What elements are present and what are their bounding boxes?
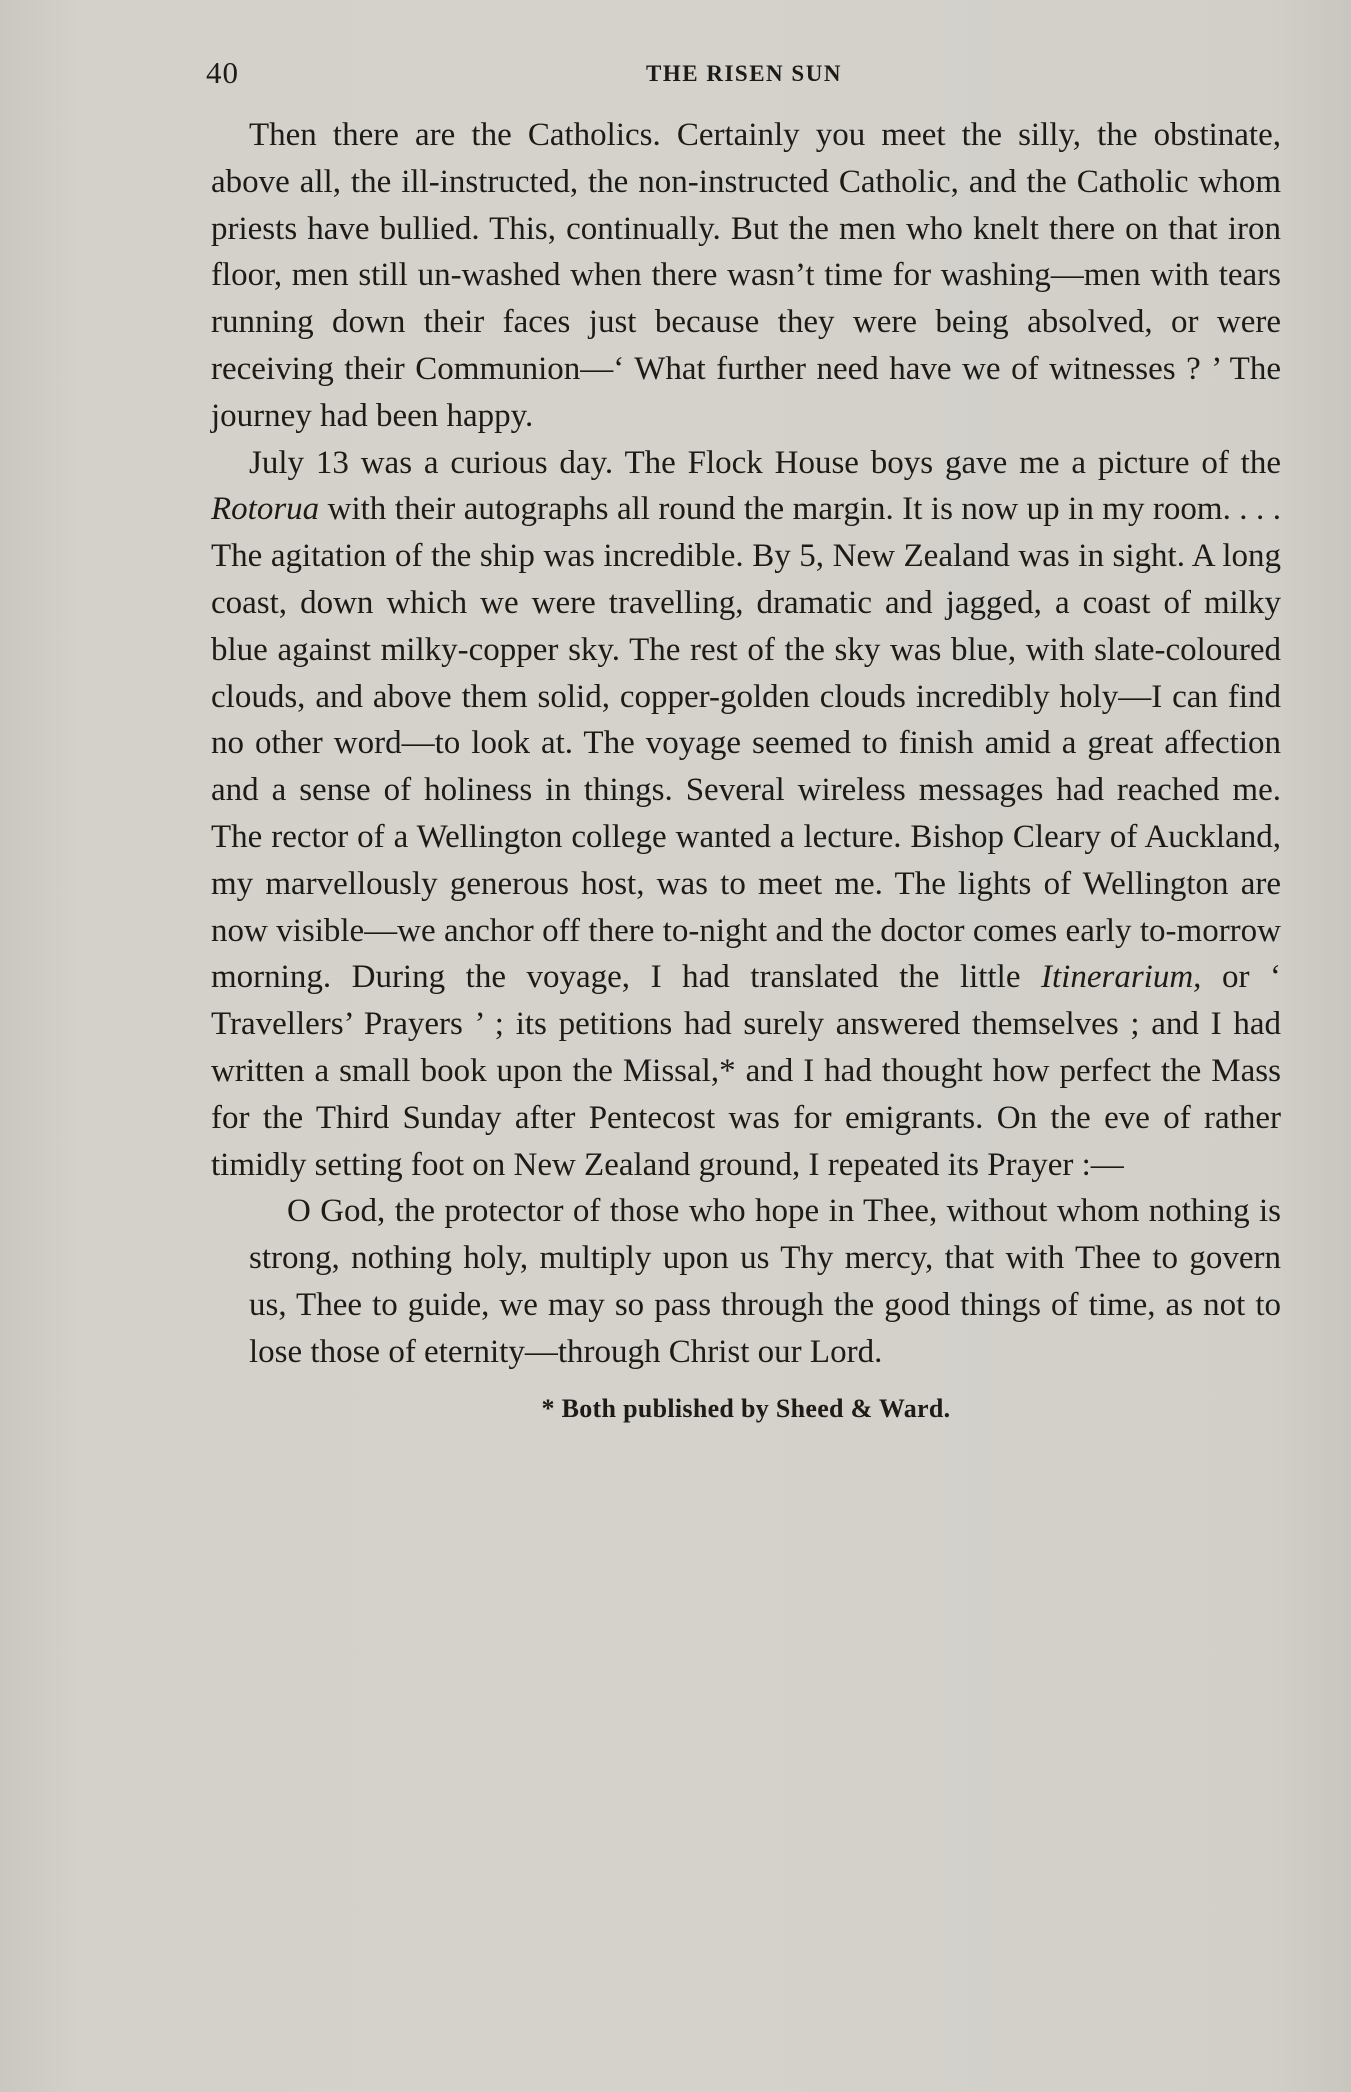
- page-header: [206, 55, 1282, 95]
- prayer-quote: O God, the protector of those who hope in Thee, without whom nothing is strong, nothing holy, multiply upon us Thy mercy, that with Thee to govern us, Thee to guide, we may so pass through the good things of time, as not to lose those of eternity—through Christ our Lord.: [249, 1193, 1281, 1370]
- paragraph-july-13-part-2: with their autographs all round the margin. It is now up in my room. . . . The agitation of the ship was incredible. By 5, New Zealand was in sight. A long coast, down which we were travelling, dramatic and jagged, a coast of milky blue against milky-copper sky. The rest of the sky was blue, with slate-coloured clouds, and above them solid, copper-golden clouds incredibly holy—I can find no other word—to look at. The voyage seemed to finish amid a great affection and a sense of holiness in things. Several wireless messages had reached me. The rector of a Wellington college wanted a lecture. Bishop Cleary of Auckland, my marvellously generous host, was to meet me. The lights of Wellington are now visible—we anchor off there to-night and the doctor comes early to-morrow morning. During the voyage, I had translated the little: [211, 491, 1281, 996]
- paragraph-july-13-part-3: or ‘ Travellers’ Prayers ’ ; its petitions had surely answered themselves ; and I had written a small book upon the Missal,* and I had thought how perfect the Mass for the Third Sunday after Pentecost was for emigrants. On the eve of rather timidly setting foot on New Zealand ground, I repeated its Prayer :—: [211, 959, 1281, 1183]
- paragraph-july-13: [211, 440, 1281, 1189]
- page-number: 40: [206, 55, 239, 90]
- footnote: * Both published by Sheed & Ward.: [541, 1393, 951, 1423]
- paragraph-july-13-part-1: July 13 was a curious day. The Flock House boys gave me a picture of the: [249, 444, 1281, 481]
- ship-name: Rotorua: [211, 491, 320, 528]
- book-title: Itinerarium,: [1041, 959, 1202, 996]
- running-head: THE RISEN SUN: [646, 61, 842, 86]
- paragraph-catholics: Then there are the Catholics. Certainly you meet the silly, the obstinate, above all, the ill-instructed, the non-instructed Catholic, and the Catholic whom priests have bullied. This, continually. But the men who knelt there on that iron floor, men still un-washed when there wasn’t time for washing—men with tears running down their faces just because they were being absolved, or were receiving their Communion—‘ What further need have we of witnesses ? ’ The journey had been happy.: [211, 117, 1281, 434]
- body-text: [211, 112, 1281, 1432]
